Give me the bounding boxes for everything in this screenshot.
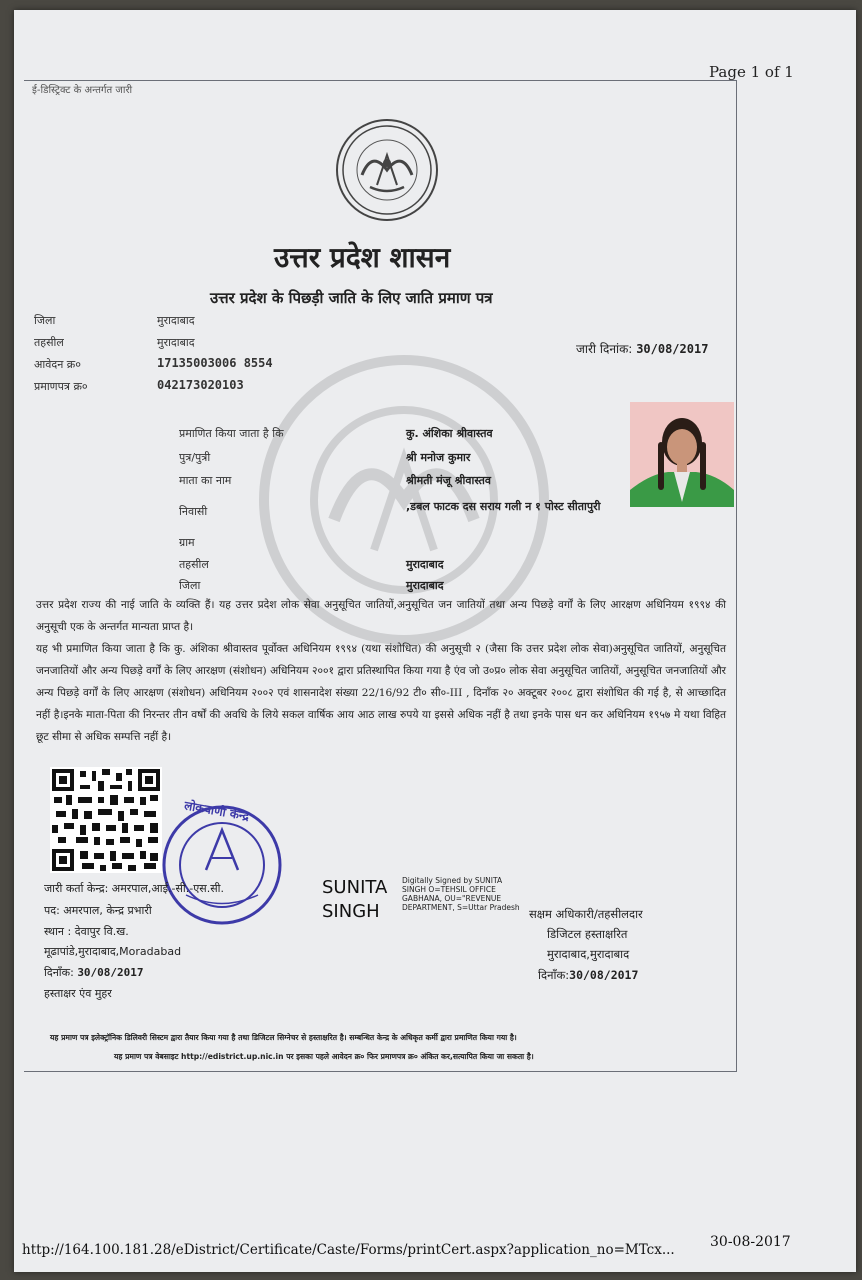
print-url: http://164.100.181.28/eDistrict/Certificate/Caste/Forms/printCert.aspx?application_no=MTcx...: [22, 1242, 675, 1258]
authority-location: मुरादाबाद,मुरादाबाद: [547, 947, 630, 961]
detail-value-father: श्री मनोज कुमार: [406, 451, 471, 464]
stamp-text: लोकवाणी केन्द्र: [183, 798, 251, 824]
detail-label-mother: माता का नाम: [179, 474, 232, 487]
meta-value-application-no: 17135003006 8554: [157, 356, 273, 370]
printed-sheet: [14, 10, 856, 1272]
signature-name-line-2: SINGH: [322, 901, 380, 922]
meta-label-tehsil: तहसील: [34, 336, 64, 349]
detail-value-district: मुरादाबाद: [406, 579, 444, 592]
digital-signature-name: [322, 876, 387, 924]
paragraph-creamy-layer-statement: यह भी प्रमाणित किया जाता है कि कु. अंशिका श्रीवास्तव पूर्वोक्त अधिनियम १९९४ (यथा संशोधित) की अनुसूची २ (जैसा कि उत्तर प्रदेश लोक सेवा)अनुसूचित जातियों, अनुसूचित जनजातियों और अन्य पिछड़े वर्गों के लिए आरक्षण (संशोधन) अधिनियम २००१ द्वारा प्रतिस्थापित किया गया है एंव जो उ०प्र० लोक सेवा अनुसूचित जातियों, अनुसूचित जनजातियों और अन्य पिछड़े वर्गों के लिए आरक्षण (संशोधन) अधिनियम २००२ एवं शासनादेश संख्या 22/16/92 टी० सी०-III , दिनाँक २० अक्टूबर २००८ द्वारा संशोधित की गई है, से आच्छादित नहीं है।इनके माता-पिता की निरन्तर तीन वर्षों की अवधि के लिये सकल वार्षिक आय आठ लाख रुपये या इससे अधिक नहीं है तथा इनके पास धन कर अधिनियम १९५७ मे यथा विहित छूट सीमा से अधिक सम्पत्ति नहीं है।: [36, 643, 726, 743]
detail-value-tehsil: मुरादाबाद: [406, 558, 444, 571]
detail-value-mother: श्रीमती मंजू श्रीवास्तव: [406, 474, 491, 487]
lokvani-kendra-stamp: [156, 800, 288, 930]
footer-note-verification: यह प्रमाण पत्र वेबसाइट http://edistrict.up.nic.in पर इसका पहले आवेदन क्र० फिर प्रमाणपत्र क्र० अंकित कर,सत्यापित किया जा सकता है।: [114, 1052, 534, 1061]
issuer-center: जारी कर्ता केन्द्र: अमरपाल,आई.-सी.-एस.सी.: [44, 882, 224, 895]
issuer-date-label: दिनाँक:: [44, 966, 74, 979]
issue-date-label: जारी दिनांक:: [576, 342, 633, 356]
top-note: ई-डिस्ट्रिक्ट के अन्तर्गत जारी: [32, 85, 133, 96]
detail-label-resident: निवासी: [179, 505, 208, 518]
detail-label-tehsil: तहसील: [179, 558, 209, 571]
issue-date-value: 30/08/2017: [636, 342, 709, 356]
authority-signature-label: डिजिटल हस्ताक्षरित: [547, 927, 628, 941]
detail-label-certified: प्रमाणित किया जाता है कि: [179, 427, 284, 440]
authority-title-label: सक्षम अधिकारी/तहसीलदार: [529, 907, 643, 921]
issuer-place-2: मूढापांडे,मुरादाबाद,Moradabad: [44, 945, 182, 958]
footer-note-electronic: यह प्रमाण पत्र इलेक्ट्रॉनिक डिलिवरी सिस्टम द्वारा तैयार किया गया है तथा डिजिटल सिग्नेचर से हस्ताक्षरित है। सम्बन्धित केन्द्र के अधिकृत कर्मी द्वारा प्रमाणित किया गया है।: [50, 1033, 517, 1042]
meta-value-certificate-no: 042173020103: [157, 378, 244, 392]
certificate-heading: उत्तर प्रदेश के पिछड़ी जाति के लिए जाति प्रमाण पत्र: [210, 289, 493, 307]
issuer-date: [44, 965, 144, 980]
qr-code-icon: [50, 767, 162, 873]
meta-value-tehsil: मुरादाबाद: [157, 336, 195, 349]
authority-date: [538, 968, 638, 983]
issuer-post: पद: अमरपाल, केन्द्र प्रभारी: [44, 904, 152, 917]
meta-value-district: मुरादाबाद: [157, 314, 195, 327]
issuer-sign-label: हस्ताक्षर एंव मुहर: [44, 987, 112, 1000]
detail-label-village: ग्राम: [179, 536, 195, 549]
up-government-seal-icon: [332, 115, 442, 225]
applicant-photo: [630, 402, 734, 507]
meta-label-district: जिला: [34, 314, 56, 327]
authority-date-label: दिनाँक:: [538, 968, 570, 982]
detail-value-name: कु. अंशिका श्रीवास्तव: [406, 427, 493, 440]
meta-label-application-no: आवेदन क्र०: [34, 358, 81, 371]
meta-label-certificate-no: प्रमाणपत्र क्र०: [34, 380, 88, 393]
detail-value-address: ,डबल फाटक दस सराय गली न १ पोस्ट सीतापुरी: [406, 500, 601, 513]
page-indicator: Page 1 of 1: [709, 63, 794, 81]
detail-label-district: जिला: [179, 579, 201, 592]
paragraph-caste-statement: उत्तर प्रदेश राज्य की नाई जाति के व्यक्ति हैं। यह उत्तर प्रदेश लोक सेवा अनुसूचित जातियों,अनुसूचित जन जातियों तथा अन्य पिछड़े वर्गों के लिए आरक्षण अधिनियम १९९४ की अनुसूची एक के अन्तर्गत मान्यता प्राप्त है।: [36, 599, 726, 633]
issuer-date-value: 30/08/2017: [77, 966, 144, 979]
detail-label-parent: पुत्र/पुत्री: [179, 451, 211, 464]
print-date: 30-08-2017: [710, 1234, 791, 1250]
signature-name-line-1: SUNITA: [322, 877, 388, 898]
applicant-photo-icon: [630, 402, 734, 507]
issue-date: [576, 340, 708, 357]
issuer-place: स्थान : देवापुर वि.ख.: [44, 925, 129, 938]
digital-signature-details: Digitally Signed by SUNITA SINGH O=TEHSIL OFFICE GABHANA, OU="REVENUE DEPARTMENT, S=Uttar Pradesh: [402, 876, 520, 912]
authority-title: उत्तर प्रदेश शासन: [274, 241, 451, 274]
authority-date-value: 30/08/2017: [569, 968, 639, 982]
